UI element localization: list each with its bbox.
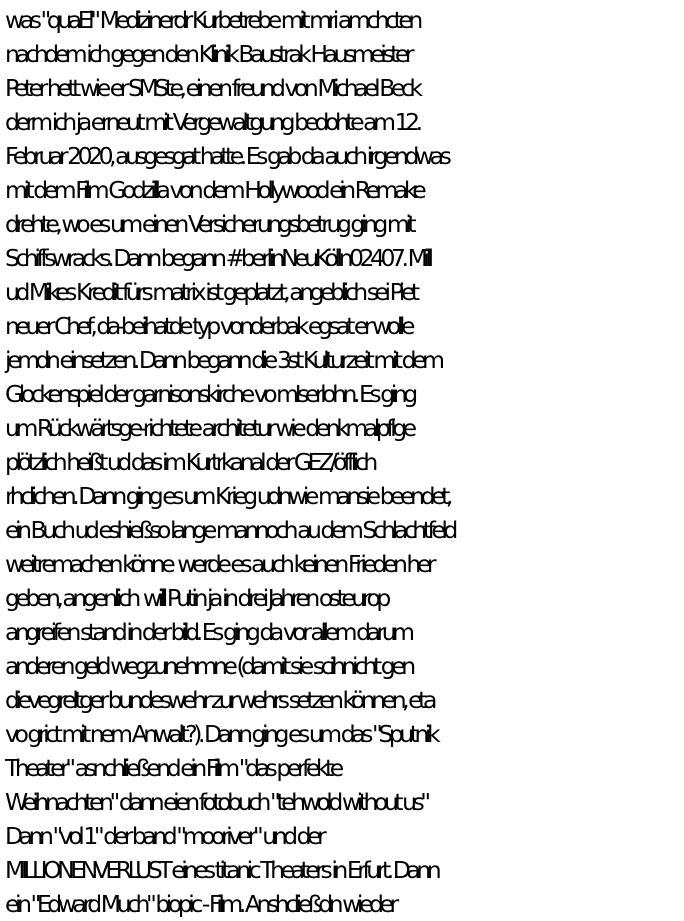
text-line: weitremachen könne werde es auch keinen Frieden her [5,550,433,578]
text-line: angreifen stand in der bild. Es ging da vor allem darum [5,618,411,646]
text-line: was "quaEl" Medizinerdr Kurbetrebe mit mri amchcten [5,6,419,34]
text-line: nachdem ich gegen den Klinik Baustrak Hausmeister [5,40,411,68]
text-line: Schiffswracks. Dann begann #berlinNeuKölln02407. Mill [5,244,430,272]
text-line: derm ich ja erneut mit Vergewaltgung bedohte am 12. [5,108,419,136]
text-line: drehte, wo es um einen Versicherungsbetrug ging mit [5,210,413,238]
text-line: ein Buch ud eshießso lange mannoch au dem Schlachtfeld [5,516,454,544]
text-line: rhclichen. Dann ging es um Krieg udnwie mansie beendet, [5,482,449,510]
text-line: Peter hett wie er SMSte, einen freund von Michael Beck [5,74,419,102]
body-text [5,3,684,921]
text-line: vo grict mit nem Anwalt?). Dann ging es um das "Sputnik [5,720,437,748]
text-line: geben, angenlich will Putin ja in drei Jahren osteurop [5,584,387,612]
text-line: jemdn einsetzen. Dann begann die 3st Kulturzeit mit dem [5,346,441,374]
text-line: mit dem Film Godzilla von dem Hollywood ein Remake [5,176,423,204]
text-line: neuer Chef, da-beihatde typ vonderbak egsat er wolle [5,312,411,340]
text-line: Februar 2020, ausgesgat hatte. Es gab da auch irgendwas [5,142,448,170]
text-line: MILLIONENVERLUST eines titanic Theaters in Erfurt. Dann [5,856,438,884]
text-line: dievegreltger bundeswehr zur wehrs setzen können, eta [5,686,433,714]
text-line: ein "Edward Much" biopic - Film. Anshcließdn wieder [5,890,395,918]
text-line: Dann "vol 1" der band "mooriver" und der [5,822,323,850]
text-line: Theater" asnchließend ein Film "das perfekte [5,754,340,782]
text-line: um Rückwärtsge-richtete architetur wie denkmalpflge [5,414,413,442]
text-line: anderen geld wegzunehmne (damit sie scihnicht gen [5,652,412,680]
text-line: Glockenspiel der garnisonskirche vo mIserlohn. Es ging [5,380,414,408]
text-line: Weihnachten" dann eien fotobuch "tehwold without us" [5,788,427,816]
text-line: ud Mikes Kredit fürs matrix ist geplatzt, angeblich sei Piet [5,278,416,306]
text-line: plötzlich heißt ud das im Kurtrkanal der GEZ/öfflich [5,448,374,476]
